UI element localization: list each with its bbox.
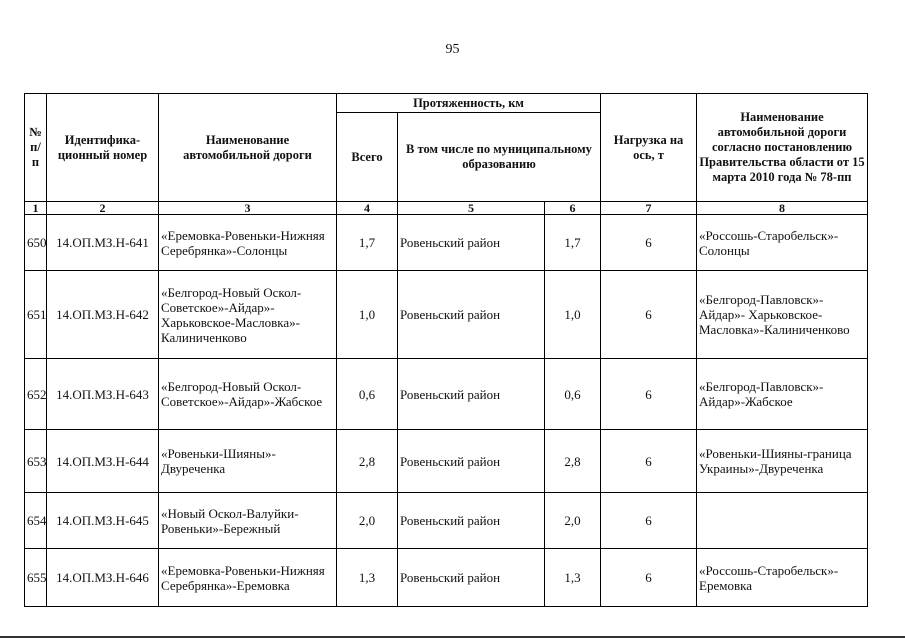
row-district: Ровеньский район [398, 430, 545, 493]
table-row [25, 430, 868, 493]
header-decree-name: Наименование автомобильной дороги согласно постановлению Правительства области от 15 марта 2010 года № 78-пп [697, 94, 868, 202]
row-district-km: 2,0 [545, 493, 601, 549]
row-no: 651 [25, 271, 47, 359]
row-no: 653 [25, 430, 47, 493]
row-decree-name: «Ровеньки-Шияны-граница Украины»-Двуреченка [697, 430, 868, 493]
row-no: 652 [25, 359, 47, 430]
row-decree-name: «Белгород-Павловск»-Айдар»- Харьковское-Масловка»-Калиниченково [697, 271, 868, 359]
row-road-name: «Еремовка-Ровеньки-Нижняя Серебрянка»-Еремовка [159, 549, 337, 607]
row-axle-load: 6 [601, 359, 697, 430]
table-row [25, 271, 868, 359]
row-id: 14.ОП.МЗ.Н-643 [47, 359, 159, 430]
row-total-km: 2,0 [337, 493, 398, 549]
row-road-name: «Белгород-Новый Оскол-Советское»-Айдар»-Жабское [159, 359, 337, 430]
row-id: 14.ОП.МЗ.Н-646 [47, 549, 159, 607]
column-number: 1 [25, 202, 47, 215]
row-no: 655 [25, 549, 47, 607]
table-row [25, 215, 868, 271]
row-total-km: 0,6 [337, 359, 398, 430]
row-district-km: 1,7 [545, 215, 601, 271]
row-district: Ровеньский район [398, 359, 545, 430]
row-id: 14.ОП.МЗ.Н-642 [47, 271, 159, 359]
row-id: 14.ОП.МЗ.Н-645 [47, 493, 159, 549]
header-no: № п/п [25, 94, 47, 202]
row-district: Ровеньский район [398, 549, 545, 607]
row-no: 654 [25, 493, 47, 549]
header-length-group: Протяженность, км [337, 94, 601, 113]
header-name: Наименование автомобильной дороги [159, 94, 337, 202]
table-row [25, 493, 868, 549]
header-municipal: В том числе по муниципальному образованию [398, 113, 601, 202]
row-total-km: 2,8 [337, 430, 398, 493]
column-number: 2 [47, 202, 159, 215]
row-decree-name: «Россошь-Старобельск»-Еремовка [697, 549, 868, 607]
row-no: 650 [25, 215, 47, 271]
row-total-km: 1,7 [337, 215, 398, 271]
row-road-name: «Белгород-Новый Оскол-Советское»-Айдар»-Харьковское-Масловка»-Калиниченково [159, 271, 337, 359]
row-district-km: 1,3 [545, 549, 601, 607]
column-number: 6 [545, 202, 601, 215]
header-total: Всего [337, 113, 398, 202]
row-road-name: «Новый Оскол-Валуйки-Ровеньки»-Бережный [159, 493, 337, 549]
row-total-km: 1,3 [337, 549, 398, 607]
row-decree-name [697, 493, 868, 549]
row-total-km: 1,0 [337, 271, 398, 359]
row-decree-name: «Россошь-Старобельск»-Солонцы [697, 215, 868, 271]
row-district: Ровеньский район [398, 493, 545, 549]
row-axle-load: 6 [601, 430, 697, 493]
roads-table [24, 93, 868, 607]
row-id: 14.ОП.МЗ.Н-644 [47, 430, 159, 493]
row-district-km: 1,0 [545, 271, 601, 359]
row-road-name: «Еремовка-Ровеньки-Нижняя Серебрянка»-Солонцы [159, 215, 337, 271]
row-id: 14.ОП.МЗ.Н-641 [47, 215, 159, 271]
table-row [25, 359, 868, 430]
row-road-name: «Ровеньки-Шияны»-Двуреченка [159, 430, 337, 493]
row-district: Ровеньский район [398, 271, 545, 359]
column-number: 3 [159, 202, 337, 215]
column-numbers-row [25, 202, 868, 215]
page-bottom-rule [0, 636, 905, 638]
row-district-km: 2,8 [545, 430, 601, 493]
row-district: Ровеньский район [398, 215, 545, 271]
row-axle-load: 6 [601, 271, 697, 359]
table-row [25, 549, 868, 607]
column-number: 7 [601, 202, 697, 215]
row-axle-load: 6 [601, 215, 697, 271]
header-row-top [25, 94, 868, 113]
column-number: 8 [697, 202, 868, 215]
column-number: 5 [398, 202, 545, 215]
row-district-km: 0,6 [545, 359, 601, 430]
page-number: 95 [445, 42, 460, 57]
header-load: Нагрузка на ось, т [601, 94, 697, 202]
header-id: Идентифика-ционный номер [47, 94, 159, 202]
row-decree-name: «Белгород-Павловск»-Айдар»-Жабское [697, 359, 868, 430]
row-axle-load: 6 [601, 493, 697, 549]
column-number: 4 [337, 202, 398, 215]
row-axle-load: 6 [601, 549, 697, 607]
